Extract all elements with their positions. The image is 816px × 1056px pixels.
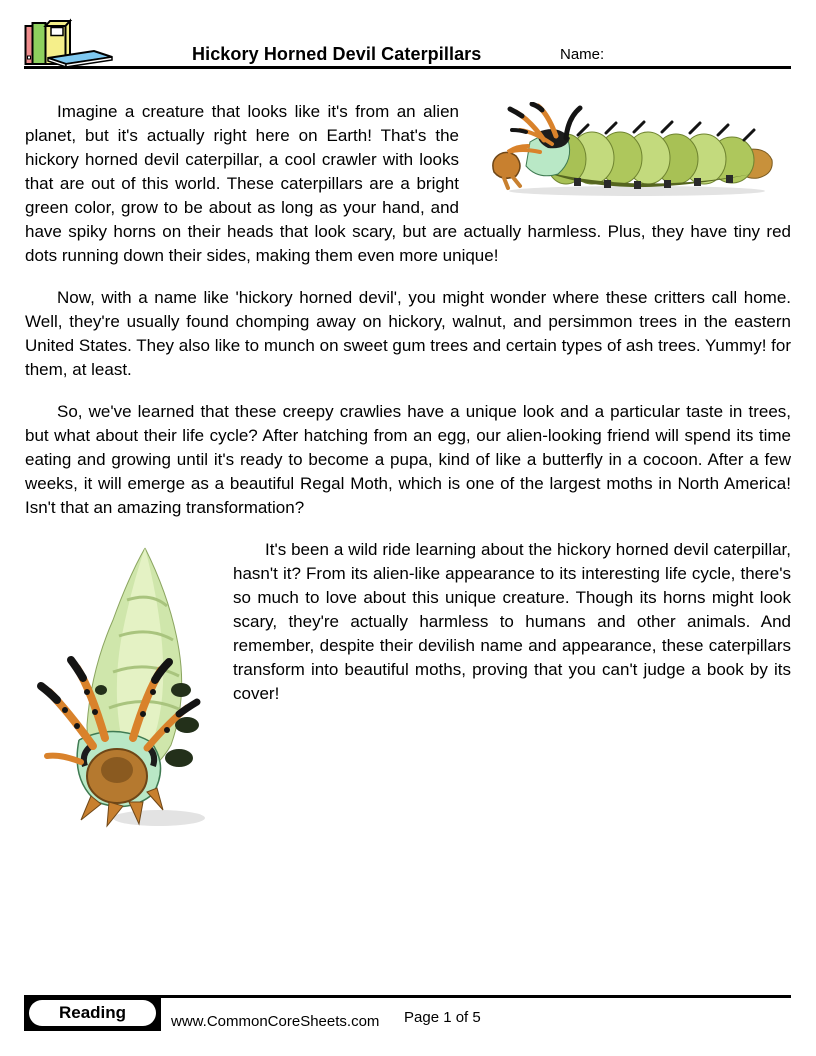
website-url: www.CommonCoreSheets.com xyxy=(171,1013,380,1030)
category-badge xyxy=(24,996,161,1031)
page-title: Hickory Horned Devil Caterpillars xyxy=(192,44,482,64)
paragraph-1: Imagine a creature that looks like it's from an alien planet, but it's actually right here on Earth! That's the hickory horned devil caterpillar, a cool crawler with looks that are out of this world. These caterpillars are a bright green color, grow to be about as long as your hand, and have spiky horns on their heads that look scary, but are actually harmless. Plus, they have tiny red dots running down their sides, making them even more unique! xyxy=(25,102,791,265)
name-label: Name: xyxy=(560,46,605,63)
header-divider xyxy=(24,66,791,69)
books-logo-icon xyxy=(24,18,116,68)
article-body xyxy=(25,100,791,838)
paragraph-3: So, we've learned that these creepy crawlies have a unique look and a particular taste in trees, but what about their life cycle? After hatching from an egg, our alien-looking friend will spend its time eating and growing until it's ready to become a pupa, kind of like a butterfly in a cocoon. After a few weeks, it will emerge as a beautiful Regal Moth, which is one of the largest moths in North America! Isn't that an amazing transformation? xyxy=(25,402,791,517)
category-badge-label: Reading xyxy=(29,1000,156,1026)
paragraph-2: Now, with a name like 'hickory horned devil', you might wonder where these critters call home. Well, they're usually found chomping away on hickory, walnut, and persimmon trees in the eastern United States. They also like to munch on sweet gum trees and certain types of ash trees. Yummy! for them, at least. xyxy=(25,288,791,379)
caterpillar-front-photo xyxy=(21,540,217,832)
page-number: Page 1 of 5 xyxy=(404,1009,481,1026)
paragraph-4: It's been a wild ride learning about the hickory horned devil caterpillar, hasn't it? From its alien-like appearance to its interesting life cycle, there's so much to love about this unique creature. Though its horns might look scary, they're actually harmless to humans and other animals. And remember, despite their devilish name and appearance, these caterpillars transform into beautiful moths, proving that you can't judge a book by its cover! xyxy=(233,540,791,703)
caterpillar-side-photo xyxy=(473,102,791,202)
